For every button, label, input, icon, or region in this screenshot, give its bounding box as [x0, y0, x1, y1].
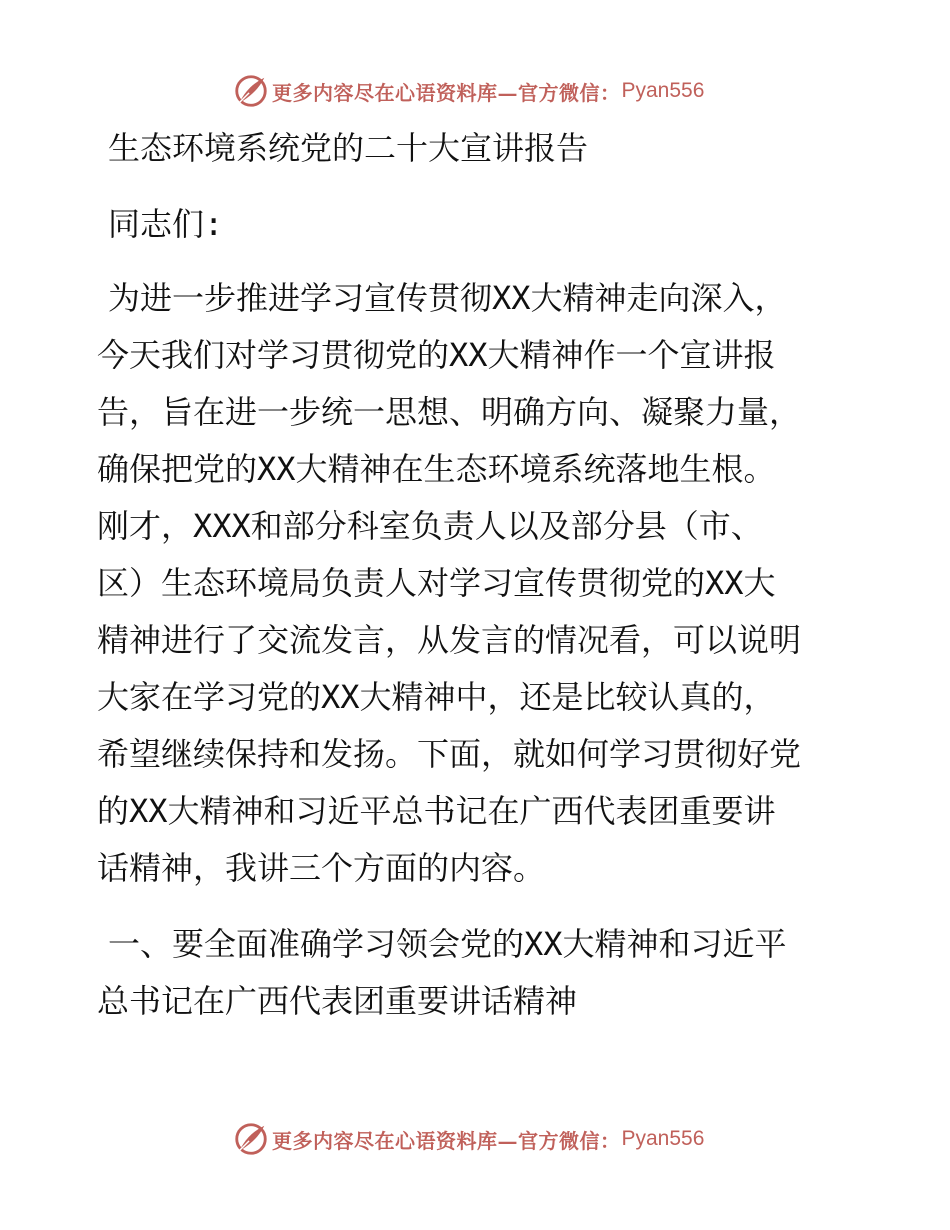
paragraph-line: 告，旨在进一步统一思想、明确方向、凝聚力量，: [97, 393, 802, 431]
paragraph-line: 确保把党的XX大精神在生态环境系统落地生根。: [97, 450, 776, 488]
paragraph-line: 为进一步推进学习宣传贯彻XX大精神走向深入，: [108, 279, 787, 317]
paragraph-line: 话精神，我讲三个方面的内容。: [97, 849, 546, 887]
paragraph-line: 的XX大精神和习近平总书记在广西代表团重要讲: [97, 792, 776, 830]
paragraph-line: 希望继续保持和发扬。下面，就如何学习贯彻好党: [97, 735, 802, 773]
watermark-text: 更多内容尽在心语资料库—官方微信：: [272, 1128, 621, 1153]
paragraph-line: 今天我们对学习贯彻党的XX大精神作一个宣讲报: [97, 336, 776, 374]
watermark-text: 更多内容尽在心语资料库—官方微信：: [272, 80, 621, 105]
paragraph-line: 大家在学习党的XX大精神中，还是比较认真的，: [97, 678, 776, 716]
document-title: 生态环境系统党的二十大宣讲报告: [108, 129, 589, 167]
section-heading-line: 总书记在广西代表团重要讲话精神: [97, 982, 578, 1020]
paragraph-line: 区）生态环境局负责人对学习宣传贯彻党的XX大: [97, 564, 776, 602]
watermark-footer: [232, 1119, 704, 1159]
paragraph-line: 精神进行了交流发言，从发言的情况看，可以说明: [97, 621, 802, 659]
watermark-wechat-id: Pyan556: [621, 79, 705, 102]
paragraph-line: 刚才，XXX和部分科室负责人以及部分县（市、: [97, 507, 763, 545]
quill-logo-icon: [232, 1120, 270, 1158]
salutation: 同志们:: [108, 205, 224, 243]
section-heading-line: 一、要全面准确学习领会党的XX大精神和习近平: [108, 925, 787, 963]
watermark-wechat-id: Pyan556: [621, 1127, 705, 1150]
